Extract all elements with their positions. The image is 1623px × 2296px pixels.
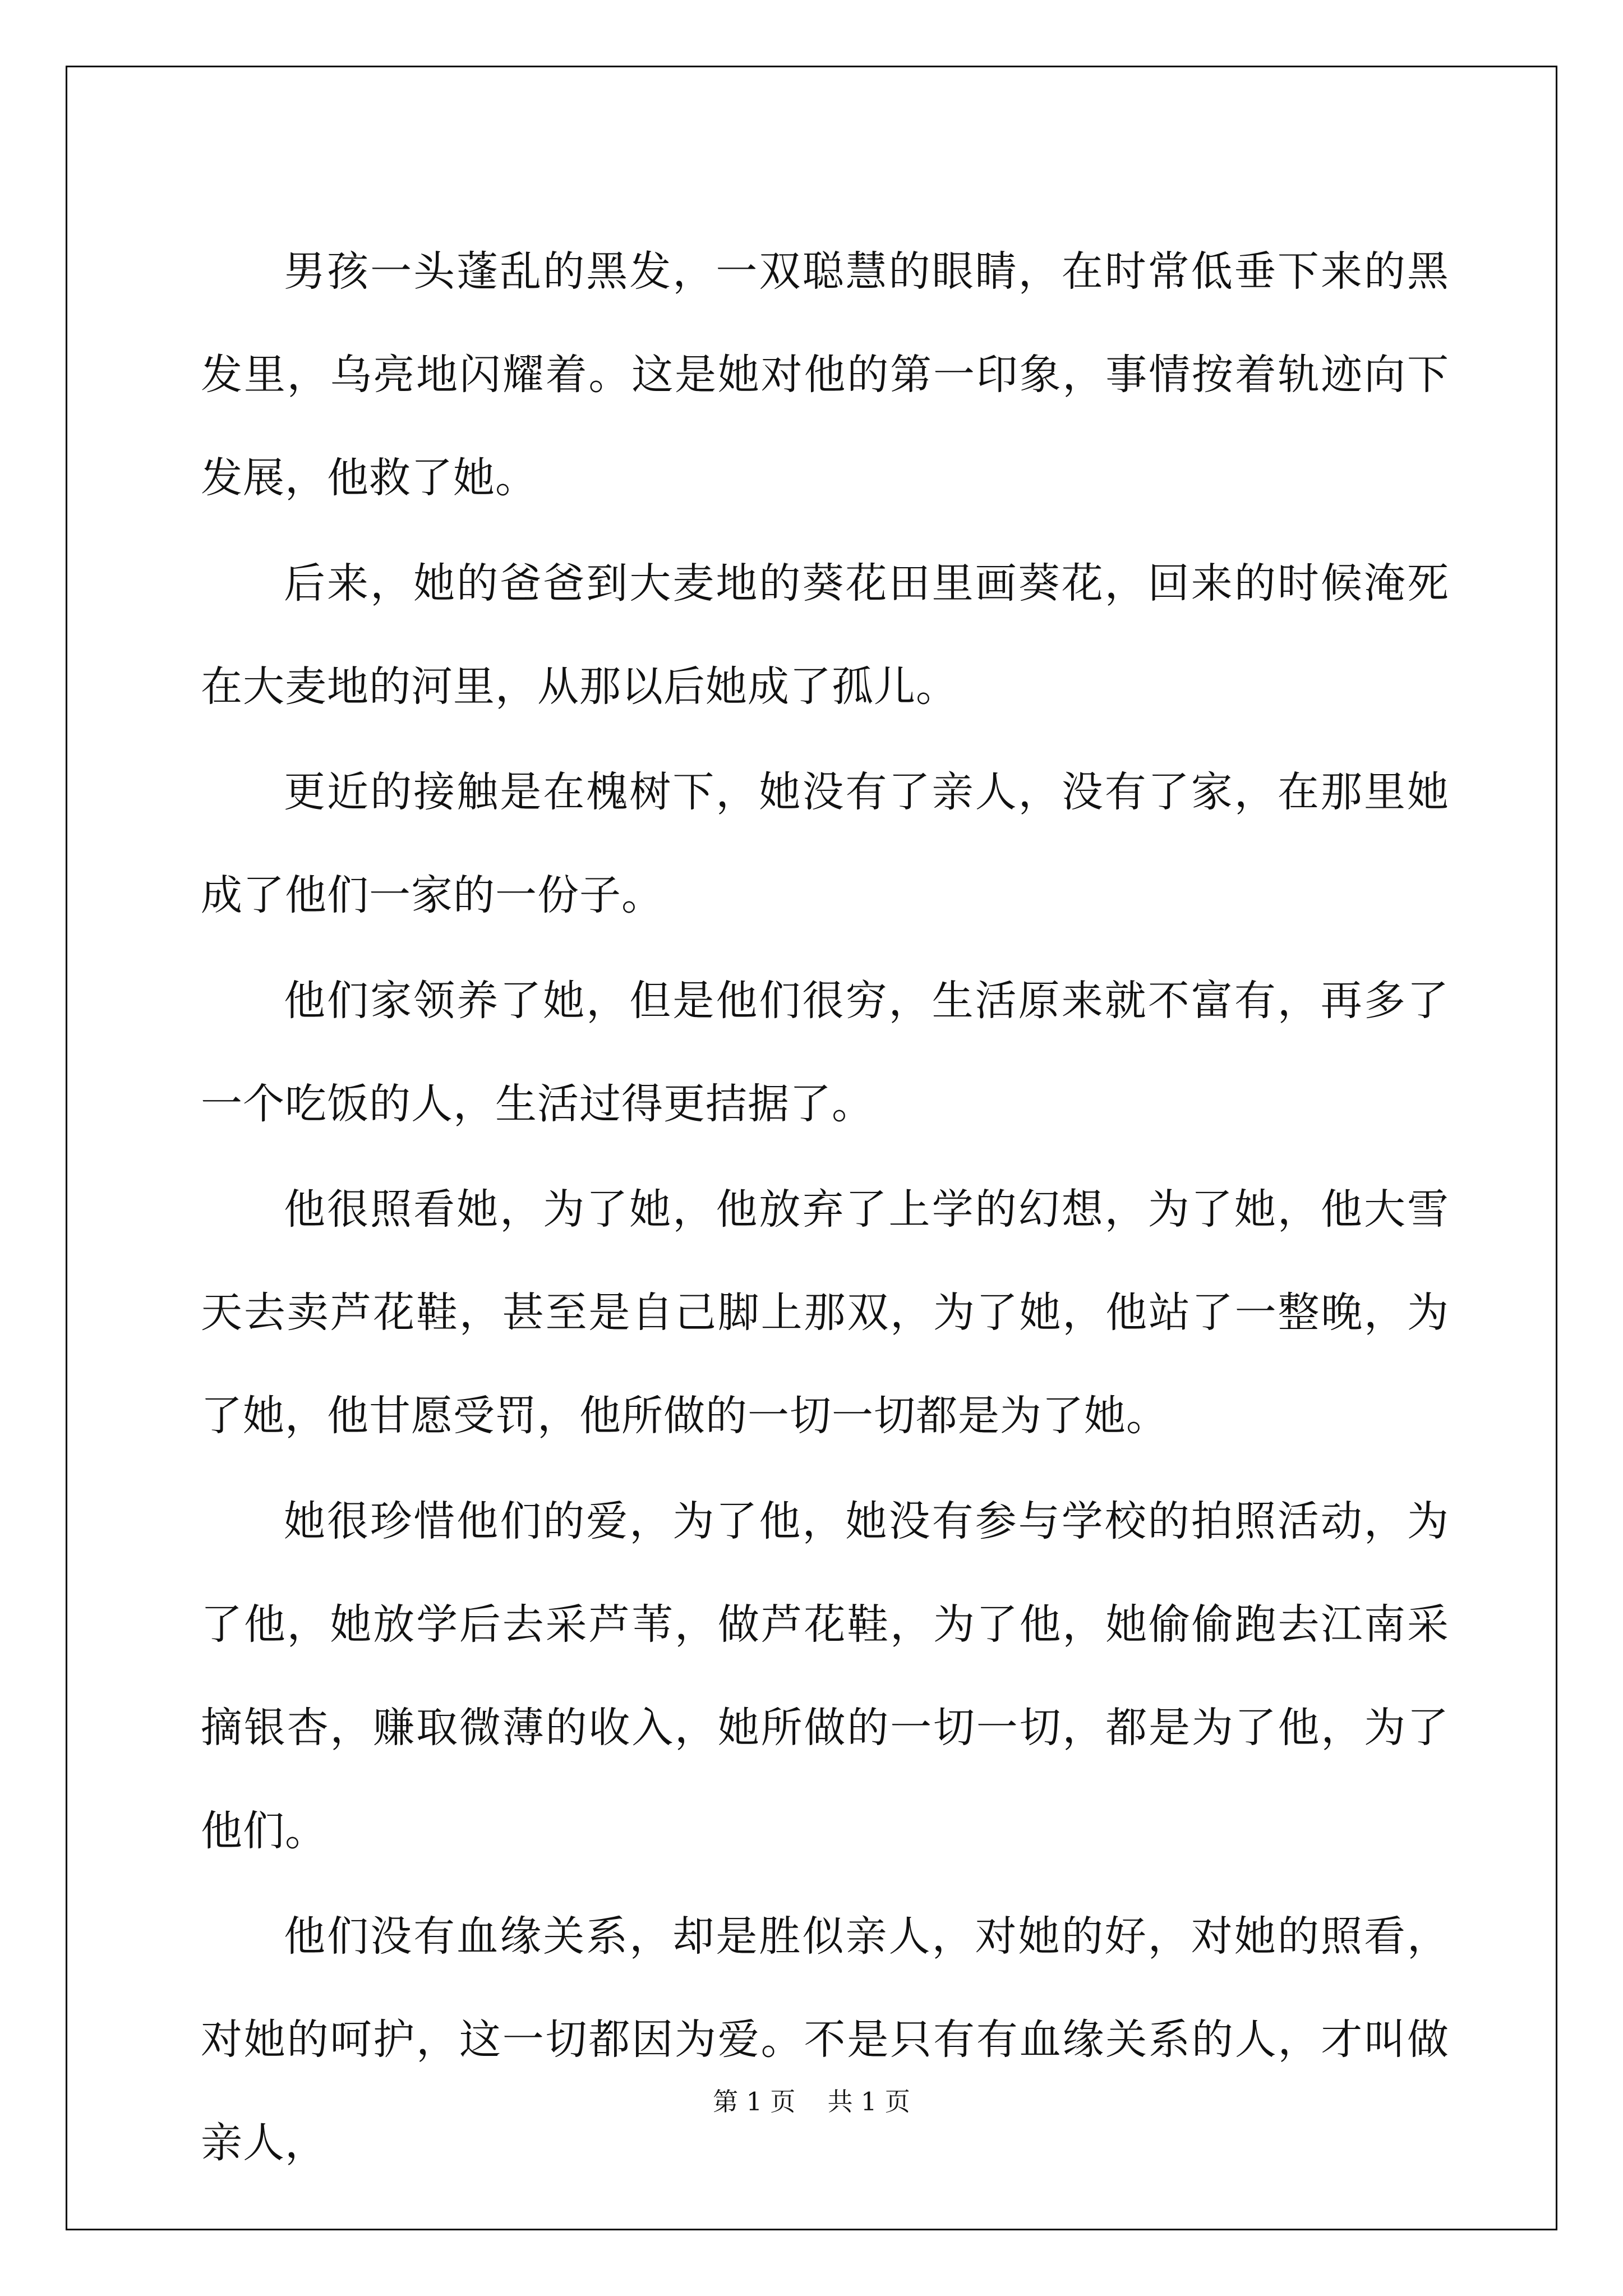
paragraph-7: 他们没有血缘关系，却是胜似亲人，对她的好，对她的照看，对她的呵护，这一切都因为爱。不是只有有血缘关系的人，才叫做亲人， bbox=[201, 1912, 1449, 2167]
page-footer: 第 1 页 共 1 页 bbox=[713, 2087, 910, 2116]
paragraph-1: 男孩一头蓬乱的黑发，一双聪慧的眼睛，在时常低垂下来的黑发里，乌亮地闪耀着。这是她对他的第一印象，事情按着轨迹向下发展，他救了她。 bbox=[201, 247, 1449, 502]
paragraph-6: 她很珍惜他们的爱，为了他，她没有参与学校的拍照活动，为了他，她放学后去采芦苇，做芦花鞋，为了他，她偷偷跑去江南采摘银杏，赚取微薄的收入，她所做的一切一切，都是为了他，为了他们。 bbox=[201, 1497, 1449, 1855]
paragraph-5: 他很照看她，为了她，他放弃了上学的幻想，为了她，他大雪天去卖芦花鞋，甚至是自己脚上那双，为了她，他站了一整晚，为了她，他甘愿受罚，他所做的一切一切都是为了她。 bbox=[201, 1185, 1449, 1440]
paragraph-2: 后来，她的爸爸到大麦地的葵花田里画葵花，回来的时候淹死在大麦地的河里，从那以后她成了孤儿。 bbox=[201, 559, 1449, 711]
document-body bbox=[201, 220, 1449, 2194]
paragraph-4: 他们家领养了她，但是他们很穷，生活原来就不富有，再多了一个吃饭的人，生活过得更拮据了。 bbox=[201, 977, 1449, 1128]
paragraph-3: 更近的接触是在槐树下，她没有了亲人，没有了家，在那里她成了他们一家的一份子。 bbox=[201, 768, 1449, 919]
